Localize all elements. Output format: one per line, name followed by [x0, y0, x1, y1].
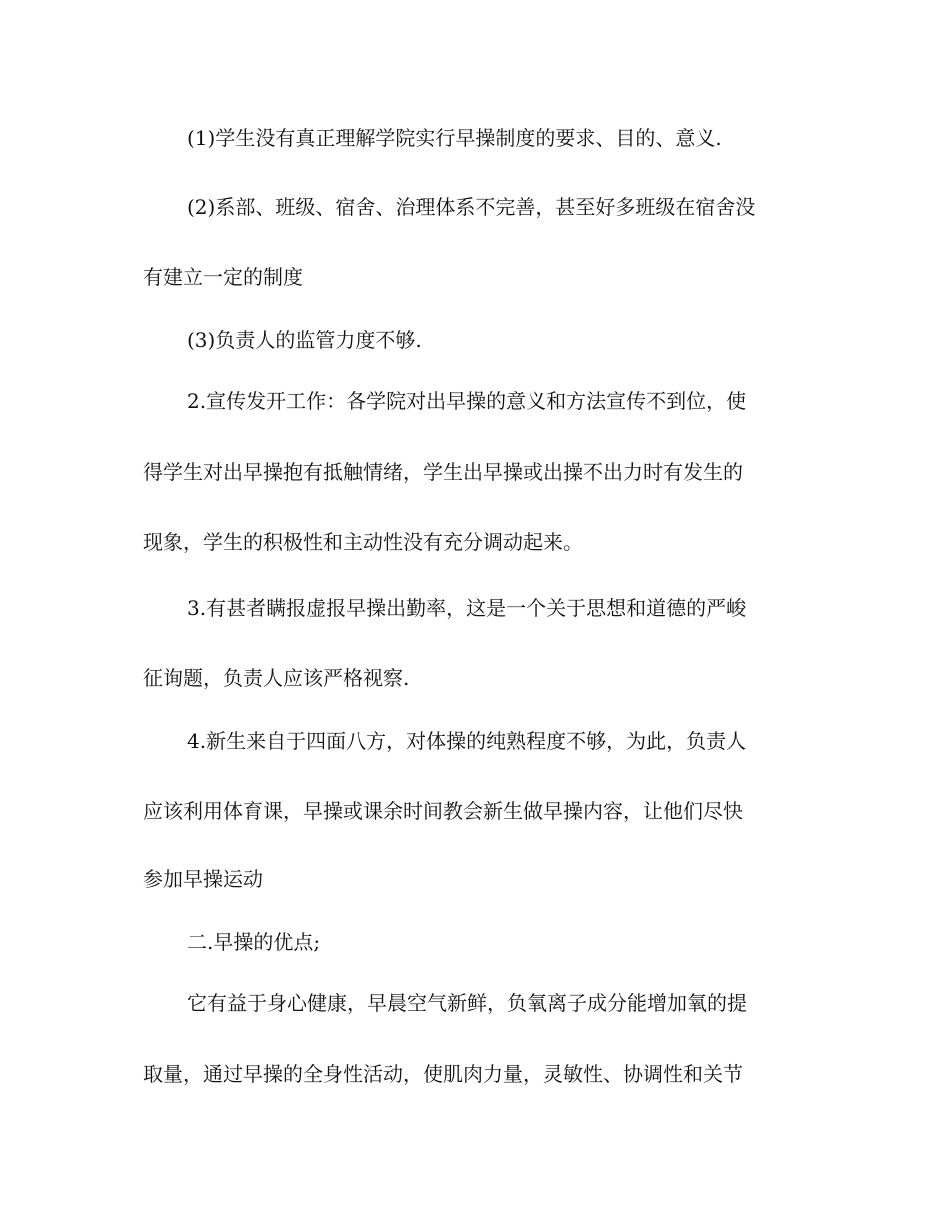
text-line: (2)系部、班级、宿舍、治理体系不完善，甚至好多班级在宿舍没 [187, 195, 756, 219]
text-line: 2.宣传发开工作：各学院对出早操的意义和方法宣传不到位，使 [187, 389, 747, 413]
text-line: 3.有甚者瞒报虚报早操出勤率，这是一个关于思想和道德的严峻 [187, 596, 747, 620]
text-line: 征询题，负责人应该严格视察. [143, 666, 410, 690]
text-line: 现象，学生的积极性和主动性没有充分调动起来。 [143, 530, 583, 554]
text-line: 应该利用体育课，早操或课余时间教会新生做早操内容，让他们尽快 [143, 799, 743, 823]
text-line: 得学生对出早操抱有抵触情绪，学生出早操或出操不出力时有发生的 [143, 460, 743, 484]
text-line: 4.新生来自于四面八方，对体操的纯熟程度不够，为此，负责人 [187, 729, 747, 753]
text-line: 它有益于身心健康，早晨空气新鲜，负氧离子成分能增加氧的提 [187, 991, 747, 1015]
text-line: 取量，通过早操的全身性活动，使肌肉力量，灵敏性、协调性和关节 [143, 1062, 743, 1086]
text-line: 参加早操运动 [143, 867, 263, 891]
text-line: 有建立一定的制度 [143, 265, 303, 289]
text-line: (3)负责人的监管力度不够. [187, 328, 422, 352]
text-line: (1)学生没有真正理解学院实行早操制度的要求、目的、意义. [187, 126, 722, 150]
text-line: 二.早操的优点; [187, 930, 321, 954]
